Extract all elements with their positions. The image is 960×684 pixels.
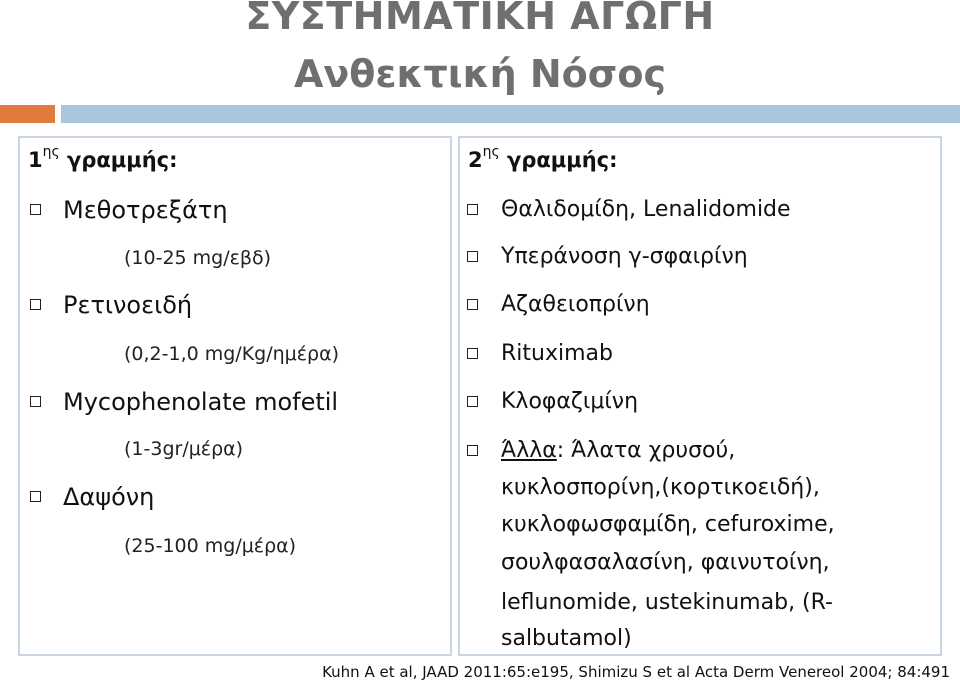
- accent-bar-blue: [61, 105, 960, 123]
- treatment-dose: (0,2-1,0 mg/Kg/ημέρα): [124, 343, 340, 365]
- other-treatments-line: salbutamol): [501, 626, 632, 651]
- treatment-label: Rituximab: [501, 341, 613, 366]
- other-treatments-line: κυκλοφωσφαμίδη, cefuroxime,: [501, 512, 835, 537]
- treatment-dose: (1-3gr/μέρα): [124, 438, 244, 460]
- accent-bar-orange: [0, 105, 55, 123]
- square-bullet-icon: [467, 251, 478, 262]
- other-treatments-line: leflunomide, ustekinumab, (R-: [501, 590, 833, 615]
- treatment-label: Κλοφαζιμίνη: [501, 389, 639, 414]
- square-bullet-icon: [467, 396, 478, 407]
- citation: Kuhn A et al, JAAD 2011:65:e195, Shimizu S et al Acta Derm Venereol 2004; 84:491: [322, 663, 950, 681]
- slide-title: ΣΥΣΤΗΜΑΤΙΚΗ ΑΓΩΓΗ: [245, 0, 715, 38]
- slide-subtitle: Ανθεκτική Νόσος: [293, 52, 667, 96]
- second-line-heading: [468, 144, 618, 172]
- other-treatments-line: κυκλοσπορίνη,(κορτικοειδή),: [501, 475, 820, 500]
- square-bullet-icon: [30, 204, 41, 215]
- first-line-heading-text: γραμμής:: [59, 148, 178, 172]
- other-treatments-text: : Άλατα χρυσού,: [556, 438, 736, 463]
- first-line-heading-number: 1: [28, 148, 43, 172]
- other-treatments-line: σουλφασαλασίνη, φαινυτοίνη,: [501, 550, 830, 575]
- second-line-heading-suffix: ης: [482, 144, 500, 160]
- treatment-label: Δαψόνη: [63, 483, 155, 511]
- second-line-heading-text: γραμμής:: [499, 148, 618, 172]
- treatment-label: Υπεράνοση γ-σφαιρίνη: [501, 244, 748, 269]
- treatment-dose: (25-100 mg/μέρα): [124, 535, 297, 557]
- first-line-heading: [28, 144, 178, 172]
- treatment-label: Μεθοτρεξάτη: [63, 196, 228, 224]
- treatment-label: Αζαθειοπρίνη: [501, 292, 650, 317]
- square-bullet-icon: [467, 445, 478, 456]
- square-bullet-icon: [30, 299, 41, 310]
- square-bullet-icon: [467, 299, 478, 310]
- first-line-heading-suffix: ης: [42, 144, 60, 160]
- treatment-label: Mycophenolate mofetil: [63, 388, 339, 416]
- second-line-heading-number: 2: [468, 148, 483, 172]
- square-bullet-icon: [467, 204, 478, 215]
- treatment-dose: (10-25 mg/εβδ): [124, 247, 272, 269]
- square-bullet-icon: [30, 491, 41, 502]
- other-treatments-label: Άλλα: [501, 438, 557, 463]
- square-bullet-icon: [467, 348, 478, 359]
- square-bullet-icon: [30, 396, 41, 407]
- treatment-label: Θαλιδομίδη, Lenalidomide: [501, 197, 791, 222]
- treatment-label: Ρετινοειδή: [63, 291, 193, 319]
